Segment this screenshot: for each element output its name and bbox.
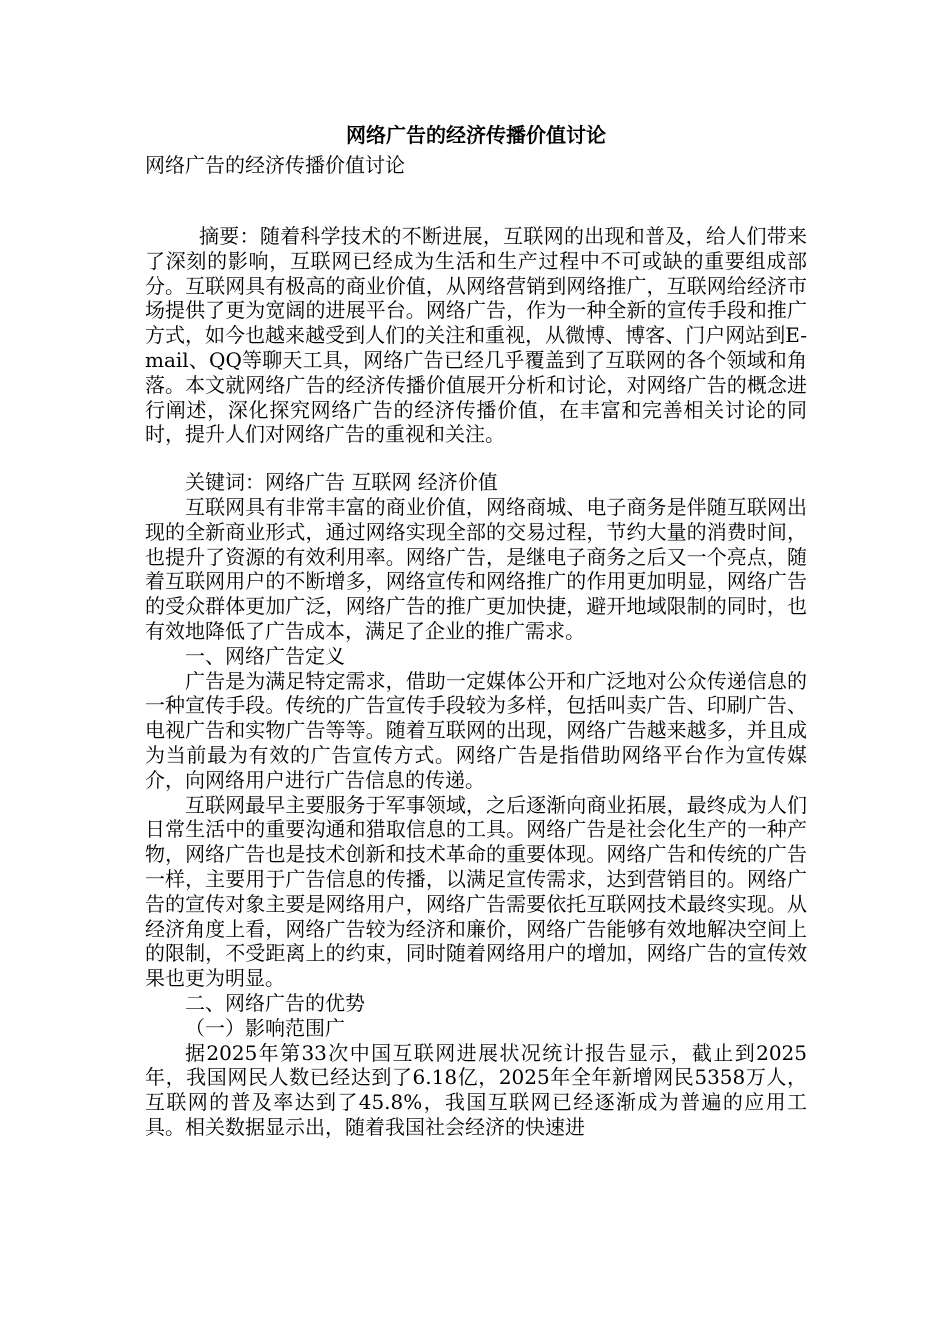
subsection-heading-scope: （一）影响范围广 xyxy=(185,1015,345,1040)
spacer xyxy=(145,180,807,224)
section-heading-definition: 一、网络广告定义 xyxy=(185,643,345,668)
document-title: 网络广告的经济传播价值讨论 xyxy=(346,123,606,147)
definition-paragraph-1: 广告是为满足特定需求，借助一定媒体公开和广泛地对公众传递信息的一种宣传手段。传统的广告宣传手段较为多样，包括叫卖广告、印刷广告、电视广告和实物广告等等。随着互联网的出现，网络广告越来越多，并且成为当前最为有效的广告宣传方式。网络广告是指借助网络平台作为宣传媒介，向网络用户进行广告信息的传递。 xyxy=(145,668,807,792)
document-subtitle: 网络广告的经济传播价值讨论 xyxy=(145,153,405,177)
spacer xyxy=(145,447,807,470)
intro-paragraph: 互联网具有非常丰富的商业价值，网络商城、电子商务是伴随互联网出现的全新商业形式，通过网络实现全部的交易过程，节约大量的消费时间，也提升了资源的有效利用率。网络广告，是继电子商务之后又一个亮点，随着互联网用户的不断增多，网络宣传和网络推广的作用更加明显，网络广告的受众群体更加广泛，网络广告的推广更加快捷，避开地域限制的同时，也有效地降低了广告成本，满足了企业的推广需求。 xyxy=(145,494,807,643)
keywords-line: 关键词：网络广告 互联网 经济价值 xyxy=(185,470,498,495)
scope-paragraph: 据2025年第33次中国互联网进展状况统计报告显示，截止到2025年，我国网民人数已经达到了6.18亿，2025年全年新增网民5358万人，互联网的普及率达到了45.8%，我国互联网已经逐渐成为普遍的应用工具。相关数据显示出，随着我国社会经济的快速进 xyxy=(145,1040,807,1139)
section-heading-advantages: 二、网络广告的优势 xyxy=(185,990,365,1015)
abstract-paragraph: 摘要：随着科学技术的不断进展，互联网的出现和普及，给人们带来了深刻的影响，互联网已经成为生活和生产过程中不可或缺的重要组成部分。互联网具有极高的商业价值，从网络营销到网络推广，互联网给经济市场提供了更为宽阔的进展平台。网络广告，作为一种全新的宣传手段和推广方式，如今也越来越受到人们的关注和重视，从微博、博客、门户网站到E-mail、QQ等聊天工具，网络广告已经几乎覆盖到了互联网的各个领域和角落。本文就网络广告的经济传播价值展开分析和讨论，对网络广告的概念进行阐述，深化探究网络广告的经济传播价值，在丰富和完善相关讨论的同时，提升人们对网络广告的重视和关注。 xyxy=(145,224,807,447)
definition-paragraph-2: 互联网最早主要服务于军事领域，之后逐渐向商业拓展，最终成为人们日常生活中的重要沟通和猎取信息的工具。网络广告是社会化生产的一种产物，网络广告也是技术创新和技术革命的重要体现。网络广告和传统的广告一样，主要用于广告信息的传播，以满足宣传需求，达到营销目的。网络广告的宣传对象主要是网络用户，网络广告需要依托互联网技术最终实现。从经济角度上看，网络广告较为经济和廉价，网络广告能够有效地解决空间上的限制，不受距离上的约束，同时随着网络用户的增加，网络广告的宣传效果也更为明显。 xyxy=(145,792,807,991)
document-page xyxy=(145,120,807,1140)
